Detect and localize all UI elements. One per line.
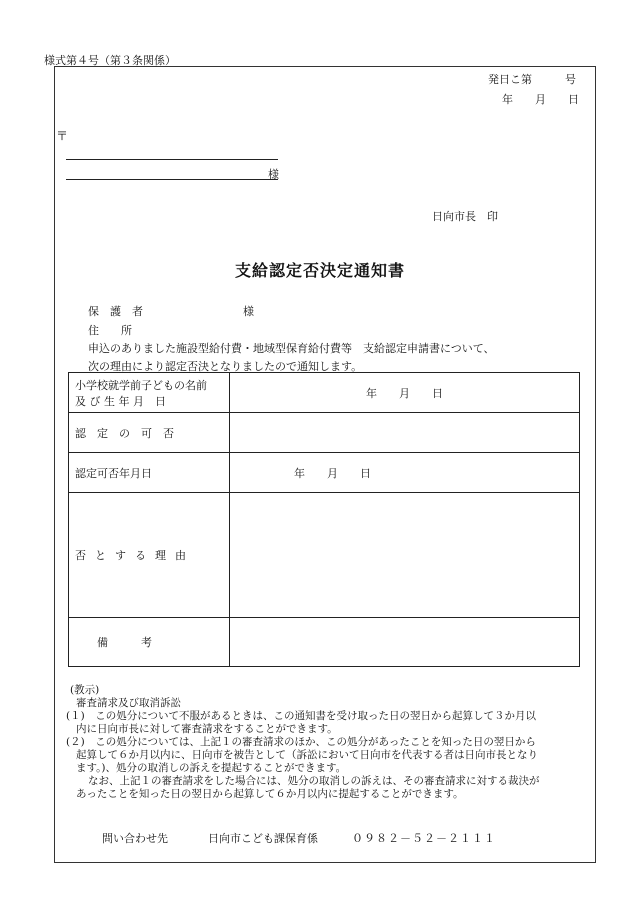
child-name-label — [69, 373, 230, 413]
contact-label: 問い合わせ先 — [102, 832, 168, 845]
issuer-name: 日向市長 印 — [432, 210, 498, 223]
remarks-label-text: 備 考 — [97, 636, 152, 649]
table-row — [69, 618, 580, 667]
remarks-cell — [230, 618, 580, 667]
table-row — [69, 493, 580, 618]
certification-date-value: 年 月 日 — [294, 466, 371, 480]
document-number: 発日こ第 号 — [488, 73, 576, 86]
body-text-line-1: 申込のありました施設型給付費・地域型保育給付費等 支給認定申請書について、 — [88, 342, 495, 355]
table-row — [69, 453, 580, 493]
rejection-reason-label: 否とする理由 — [69, 493, 230, 618]
rejection-reason-cell — [230, 493, 580, 618]
certification-result-cell — [230, 413, 580, 453]
address-label: 住 所 — [88, 324, 132, 337]
guardian-label: 保 護 者 — [88, 305, 143, 318]
table-row — [69, 373, 580, 413]
certification-date-cell — [230, 453, 580, 493]
issue-date: 年 月 日 — [502, 93, 579, 106]
notice-item-2-line-3: ます。)、処分の取消しの訴えを提起することができます。 — [76, 762, 347, 774]
notice-item-1-line-2: 内に日向市長に対して審査請求をすることができます。 — [76, 723, 338, 735]
birth-date-cell — [230, 373, 580, 413]
appeal-notice — [66, 684, 540, 801]
body-text-line-2: 次の理由により認定否決となりましたので通知します。 — [88, 360, 363, 373]
child-name-label-line-2: 及 び 生 年 月 日 — [75, 394, 166, 408]
decision-table — [68, 372, 580, 667]
notice-item-2-line-5: あったことを知った日の翌日から起算して６か月以内に提起することができます。 — [76, 788, 464, 800]
table-row — [69, 413, 580, 453]
guardian-suffix: 様 — [243, 305, 254, 318]
contact-phone: ０９８２－５２－２１１１ — [352, 832, 496, 845]
certification-result-label: 認 定 の 可 否 — [69, 413, 230, 453]
notice-item-1-line-1: (１) この処分について不服があるときは、この通知書を受け取った日の翌日から起算して３か月以 — [66, 710, 536, 722]
notice-item-2-line-4: なお、上記１の審査請求をした場合には、処分の取消しの訴えは、その審査請求に対する裁決が — [88, 775, 540, 787]
notice-subheading: 審査請求及び取消訴訟 — [76, 697, 181, 709]
notice-heading: (教示) — [70, 684, 100, 696]
postal-mark: 〒 — [56, 129, 69, 143]
birth-date-value: 年 月 日 — [366, 386, 443, 400]
notice-item-2-line-2: 起算して６か月以内に、日向市を被告として（訴訟において日向市を代表する者は日向市長となり — [76, 749, 538, 761]
remarks-label — [69, 618, 230, 667]
recipient-name-line — [66, 179, 278, 180]
recipient-address-line — [66, 159, 278, 160]
certification-date-label: 認定可否年月日 — [69, 453, 230, 493]
child-name-label-line-1: 小学校就学前子どもの名前 — [75, 378, 207, 392]
recipient-suffix: 様 — [268, 168, 279, 181]
form-number-label: 様式第４号（第３条関係） — [44, 54, 176, 67]
notice-item-2-line-1: (２) この処分については、上記１の審査請求のほか、この処分があったことを知った日の翌日から — [66, 736, 536, 748]
contact-office: 日向市こども課保育係 — [208, 832, 318, 845]
document-title: 支給認定否決定通知書 — [235, 261, 406, 280]
